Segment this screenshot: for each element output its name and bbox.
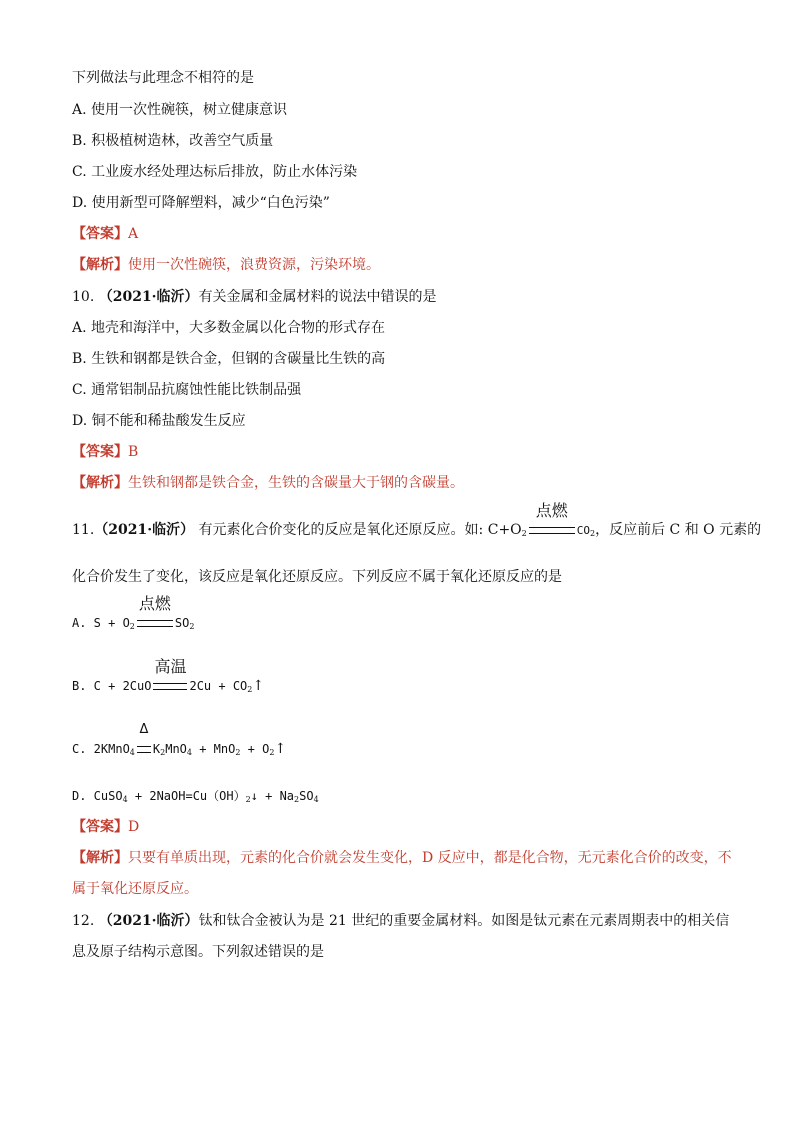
- q9-option-d: D. 使用新型可降解塑料，减少“白色污染”: [72, 195, 330, 211]
- question-number: 11.: [72, 522, 95, 538]
- q9-option-b: B. 积极植树造林，改善空气质量: [72, 133, 274, 149]
- question-source: （2021·临沂）: [94, 522, 195, 538]
- reaction-condition: [137, 722, 151, 753]
- q9-answer: [72, 225, 138, 243]
- reactants: B. C + 2CuO: [72, 679, 152, 693]
- q9-stem: 下列做法与此理念不相符的是: [72, 70, 254, 86]
- q12-stem-line2: 息及原子结构示意图。下列叙述错误的是: [72, 944, 324, 960]
- answer-tag: 【答案】: [72, 444, 128, 460]
- q11-stem-line2: 化合价发生了变化，该反应是氧化还原反应。下列反应不属于氧化还原反应的是: [72, 569, 562, 585]
- reaction-condition: [137, 594, 173, 627]
- subscript: 4: [186, 748, 192, 757]
- subscript: 2: [160, 748, 166, 757]
- condition-text: 点燃: [535, 501, 568, 520]
- q11-option-d: [72, 787, 319, 809]
- question-text-cont: ，反应前后 C 和 O 元素的: [595, 522, 762, 538]
- q10-option-a: A. 地壳和海洋中，大多数金属以化合物的形式存在: [72, 320, 386, 336]
- reactants: + 2NaOH=Cu（OH）: [127, 789, 246, 803]
- analysis-tag: 【解析】: [72, 257, 128, 273]
- subscript: 2: [590, 529, 596, 538]
- product: CO: [576, 524, 590, 537]
- q9-option-c: C. 工业废水经处理达标后排放，防止水体污染: [72, 164, 358, 180]
- q11-analysis-line1: [72, 849, 732, 867]
- subscript: 2: [129, 622, 135, 631]
- subscript: 2: [269, 748, 275, 757]
- q9-option-a: A. 使用一次性碗筷，树立健康意识: [72, 102, 288, 118]
- analysis-tag: 【解析】: [72, 850, 128, 866]
- reaction-condition: [153, 657, 187, 690]
- q11-option-c: [72, 722, 287, 762]
- subscript: 4: [122, 795, 128, 804]
- gas-arrow: ↑: [274, 741, 287, 757]
- q11-stem-line1: [72, 501, 762, 543]
- product: ↓ + Na: [250, 789, 295, 803]
- reactants: C. 2KMnO: [72, 742, 130, 756]
- product: 2Cu + CO: [189, 679, 248, 693]
- equals-sign: [153, 683, 187, 690]
- analysis-tag: 【解析】: [72, 475, 128, 491]
- reactants: D. CuSO: [72, 789, 123, 803]
- q9-analysis: [72, 256, 380, 274]
- analysis-text: 使用一次性碗筷，浪费资源，污染环境。: [128, 257, 380, 273]
- question-text: 有元素化合价变化的反应是氧化还原反应。如: C+O: [198, 522, 522, 538]
- q10-option-d: D. 铜不能和稀盐酸发生反应: [72, 413, 246, 429]
- q11-answer: [72, 818, 139, 836]
- gas-arrow: ↑: [252, 678, 265, 694]
- q10-analysis: [72, 474, 464, 492]
- subscript: 2: [521, 529, 527, 538]
- answer-value: D: [128, 819, 140, 835]
- q10-option-b: B. 生铁和钢都是铁合金，但钢的含碳量比生铁的高: [72, 351, 386, 367]
- equals-sign: [137, 620, 173, 627]
- subscript: 2: [247, 685, 253, 694]
- question-source: （2021·临沂）: [98, 913, 199, 929]
- product: K: [152, 742, 161, 756]
- question-number: 10.: [72, 289, 99, 305]
- condition-text: 点燃: [138, 594, 171, 613]
- q11-option-a: [72, 594, 195, 636]
- q10-answer: [72, 443, 138, 461]
- subscript: 4: [129, 748, 135, 757]
- question-number: 12.: [72, 913, 99, 929]
- analysis-text: 生铁和钢都是铁合金，生铁的含碳量大于钢的含碳量。: [128, 475, 464, 491]
- question-text: 钛和钛合金被认为是 21 世纪的重要金属材料。如图是钛元素在元素周期表中的相关信: [198, 913, 730, 929]
- equals-sign: [529, 527, 575, 534]
- subscript: 2: [189, 622, 195, 631]
- analysis-text: 只要有单质出现，元素的化合价就会发生变化，D 反应中，都是化合物，无元素化合价的改变，不: [128, 850, 732, 866]
- q10-stem: [72, 288, 437, 306]
- q11-analysis-line2: 属于氧化还原反应。: [72, 881, 198, 897]
- answer-value: B: [128, 444, 139, 460]
- equals-sign: [137, 746, 151, 753]
- subscript: 2: [294, 795, 300, 804]
- condition-text: 高温: [154, 657, 187, 676]
- q10-option-c: C. 通常铝制品抗腐蚀性能比铁制品强: [72, 382, 302, 398]
- subscript: 4: [313, 795, 319, 804]
- product: MnO: [165, 742, 187, 756]
- subscript: 2: [235, 748, 241, 757]
- reaction-condition: [529, 501, 575, 534]
- product: SO: [299, 789, 314, 803]
- q12-stem-line1: [72, 912, 729, 930]
- product: + O: [240, 742, 270, 756]
- product: + MnO: [192, 742, 236, 756]
- reactants: A. S + O: [72, 616, 130, 630]
- answer-tag: 【答案】: [72, 819, 128, 835]
- condition-text: Δ: [139, 722, 149, 737]
- answer-tag: 【答案】: [72, 226, 128, 242]
- product: SO: [174, 616, 190, 630]
- question-source: （2021·临沂）: [98, 289, 199, 305]
- question-text: 有关金属和金属材料的说法中错误的是: [198, 289, 437, 305]
- subscript: 2: [245, 795, 251, 804]
- answer-value: A: [128, 226, 139, 242]
- q11-option-b: [72, 657, 265, 699]
